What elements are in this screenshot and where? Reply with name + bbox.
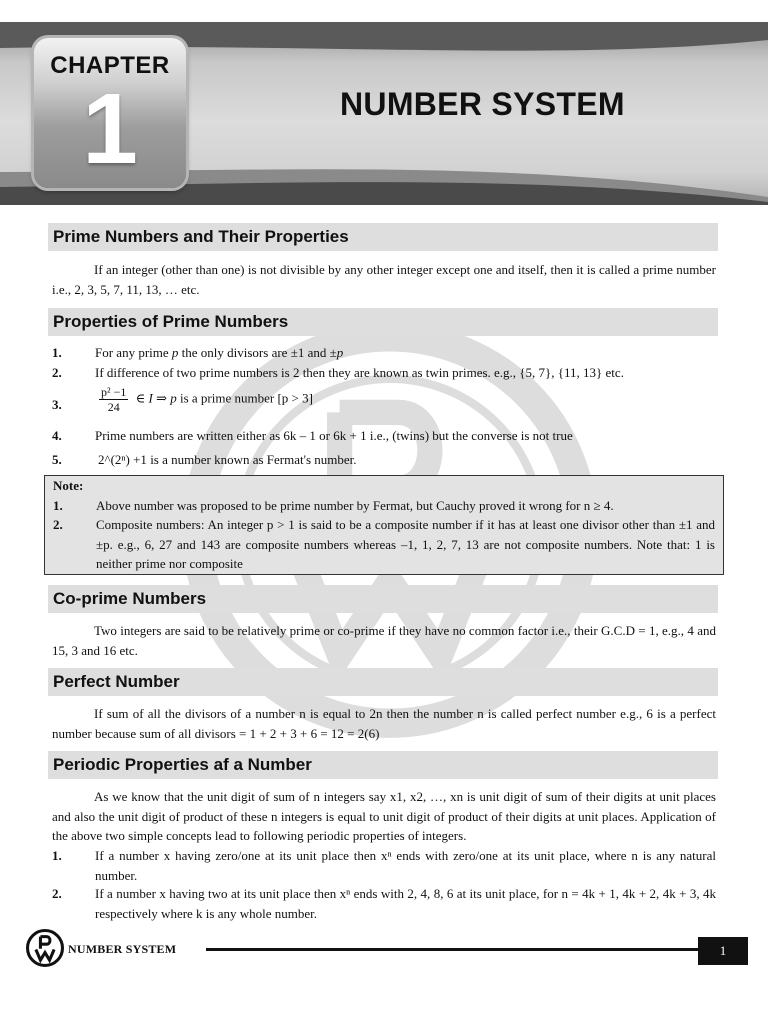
prime-definition-paragraph: If an integer (other than one) is not divisible by any other integer except one and itself, then it is called a prime number i.e., 2, 3, 5, 7, 11, 13, … etc. (52, 262, 716, 297)
item-text: For any prime p the only divisors are ±1 and ±p (95, 345, 344, 360)
item-number: 2. (52, 365, 62, 380)
periodic-paragraph: As we know that the unit digit of sum of n integers say x1, x2, …, xn is unit digit of sum of their digits at unit places and also the unit digit of product of these n integers is equal to unit digit of product of their digits at unit places. Application of the above two simple concepts lead to following periodic properties of integers. (52, 789, 716, 843)
item-text: Composite numbers: An integer p > 1 is said to be a composite number if it has at least one divisor other than ±1 and ±p. e.g., 6, 27 and 143 are composite numbers whereas –1, 1, 2, 7, 13 are not composite numbers. Note that: 1 is neither prime nor composite (96, 517, 715, 571)
list-item (53, 515, 715, 574)
list-item (52, 363, 716, 383)
page-number: 1 (698, 937, 748, 965)
chapter-label: CHAPTER (50, 52, 170, 79)
section-heading-properties: Properties of Prime Numbers (48, 308, 718, 336)
item-text: If difference of two prime numbers is 2 then they are known as twin primes. e.g., {5, 7}, {11, 13} etc. (95, 365, 624, 380)
section-heading-perfect-number: Perfect Number (48, 668, 718, 696)
item-number: 1. (53, 498, 63, 513)
list-item (52, 343, 716, 363)
item-number: 2. (53, 517, 63, 532)
note-box (44, 475, 724, 575)
item-text: If a number x having two at its unit place then xⁿ ends with 2, 4, 8, 6 at its unit place, for n = 4k + 1, 4k + 2, 4k + 3, 4k respectively where k is any whole number. (95, 886, 716, 921)
item-number: 2. (52, 886, 62, 901)
chapter-number-box (34, 38, 186, 188)
item-number: 3. (52, 397, 62, 412)
pw-logo-icon (26, 929, 64, 967)
chapter-number: 1 (82, 73, 138, 185)
item-number: 4. (52, 428, 62, 443)
item-text: $\frac{\text{p² −1}}{24}$ ∈ I ⇒ p is a prime number [p > 3] (101, 385, 313, 414)
list-item (52, 846, 716, 885)
perfect-number-paragraph: If sum of all the divisors of a number n is equal to 2n then the number n is called perfect number e.g., 6 is a perfect number because sum of all divisors = 1 + 2 + 3 + 6 = 12 = 2(6) (52, 706, 716, 741)
list-item (52, 385, 716, 414)
footer-divider (206, 948, 700, 951)
item-text: 2^(2ⁿ) +1 is a number known as Fermat's number. (98, 452, 357, 467)
item-number: 5. (52, 452, 62, 467)
section-heading-prime-numbers: Prime Numbers and Their Properties (48, 223, 718, 251)
list-item (52, 426, 716, 446)
footer-label: NUMBER SYSTEM (68, 942, 177, 956)
coprime-paragraph: Two integers are said to be relatively prime or co-prime if they have no common factor i.e., their G.C.D = 1, e.g., 4 and 15, 3 and 16 etc. (52, 623, 716, 658)
note-title: Note: (53, 478, 84, 493)
section-heading-coprime: Co-prime Numbers (48, 585, 718, 613)
item-number: 1. (52, 345, 62, 360)
fraction: $\frac{\text{p² −1}}{24}$ (101, 385, 127, 414)
section-heading-periodic: Periodic Properties af a Number (48, 751, 718, 779)
list-item (53, 496, 715, 516)
fermat-formula: 2^(2ⁿ) +1 (98, 452, 147, 467)
item-text: Prime numbers are written either as 6k – 1 or 6k + 1 i.e., (twins) but the converse is not true (95, 428, 573, 443)
chapter-title: NUMBER SYSTEM (340, 86, 625, 122)
list-item (52, 450, 716, 470)
list-item (52, 884, 716, 923)
item-number: 1. (52, 848, 62, 863)
item-text: If a number x having zero/one at its unit place then xⁿ ends with zero/one at its unit place, where n is any natural number. (95, 848, 716, 883)
item-text: Above number was proposed to be prime number by Fermat, but Cauchy proved it wrong for n ≥ 4. (96, 498, 614, 513)
